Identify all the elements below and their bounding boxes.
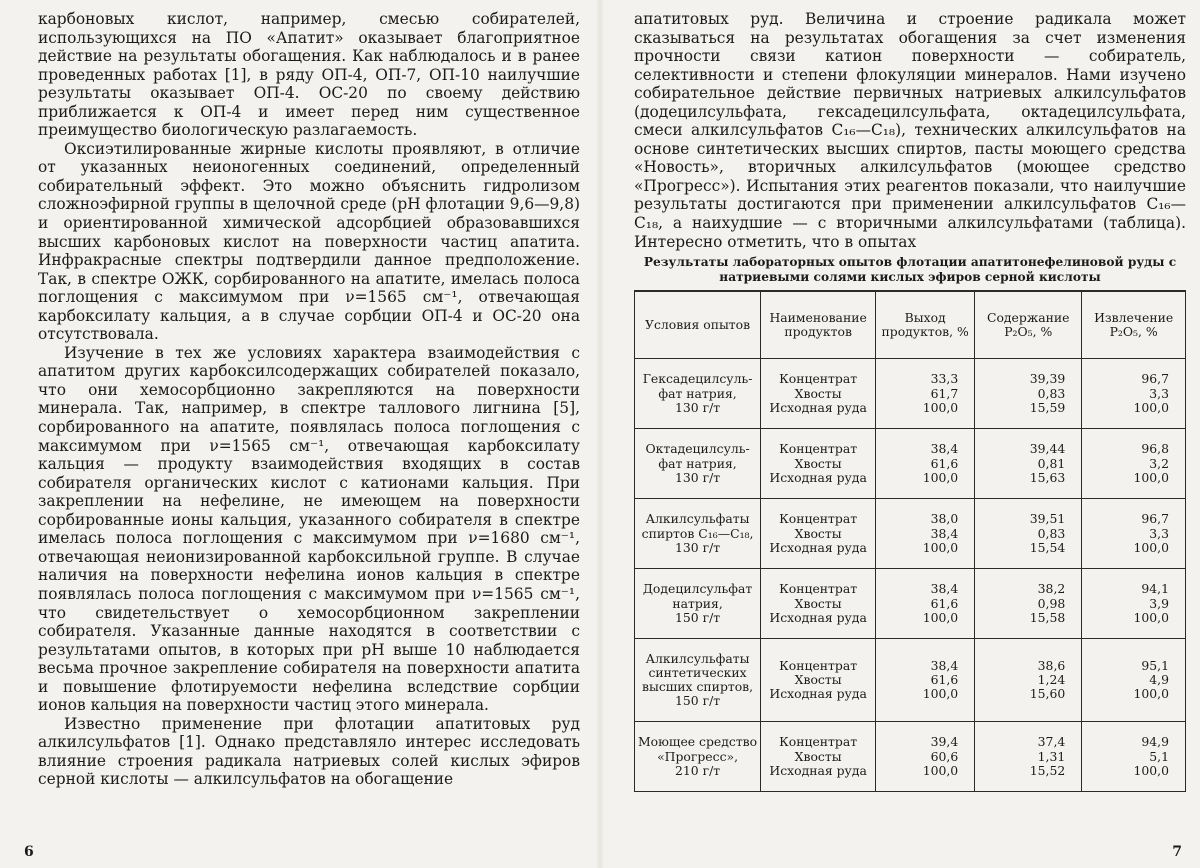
cell-line: Концентрат [779,734,858,750]
page-number-left: 6 [24,844,34,860]
cell-line: Моющее средство [638,734,758,750]
cell-line: Исходная руда [769,539,867,555]
cell-line: 96,7 [1141,511,1169,527]
cell-line: 15,54 [1029,539,1066,555]
cell-line: 1,24 [1037,672,1066,687]
cell-conditions [635,569,761,639]
cell-conditions [635,359,761,429]
cell-recovery [1082,722,1186,792]
cell-line: Хвосты [794,748,842,764]
cell-line: 3,3 [1149,525,1169,541]
left-page-text [38,10,580,789]
cell-recovery [1082,359,1186,429]
table-row [635,429,1186,499]
cell-line: «Прогресс», [657,748,739,764]
cell-line: 3,9 [1149,595,1169,611]
cell-line: 100,0 [922,399,959,415]
cell-line: 39,39 [1029,371,1066,387]
cell-content [975,569,1082,639]
cell-line: 100,0 [1133,399,1169,415]
cell-line: 130 г/т [675,539,721,555]
cell-line: 38,4 [930,581,959,597]
cell-products [761,429,876,499]
paragraph: Оксиэтилированные жирные кислоты проявляют, в отличие от указанных неионогенных соединений, определенный собирательный эффект. Это можно объяснить гидролизом сложноэфирной группы в щелочной среде (рН флотации 9,6—9,8) и ориентированной химической адсорбцией образовавшихся высших карбоновых кислот на поверхности частиц апатита. Инфракрасные спектры подтвердили данное предположение. Так, в спектре ОЖК, сорбированного на апатите, имелась полоса поглощения с максимумом при ν=1565 см⁻¹, отвечающая карбоксилату кальция, а в случае сорбции ОП-4 и ОС-20 она отсутствовала. [38,139,580,344]
cell-line: фат натрия, [658,385,737,401]
cell-line: 38,2 [1037,581,1066,597]
cell-conditions [635,499,761,569]
cell-line: 39,4 [930,734,959,750]
cell-line: Алкилсульфаты [645,511,750,527]
right-page-text [634,10,1186,251]
cell-line: 4,9 [1149,672,1169,687]
header-conditions: Условия опытов [635,291,761,359]
header-recovery: Извлечение P₂O₅, % [1082,291,1186,359]
cell-line: 150 г/т [675,609,721,625]
cell-line: 95,1 [1141,657,1169,673]
cell-line: 100,0 [922,609,959,625]
cell-line: 100,0 [1133,686,1169,702]
cell-line: Концентрат [779,511,858,527]
cell-line: Концентрат [779,657,858,673]
table-row [635,569,1186,639]
cell-line: 0,83 [1037,525,1066,541]
cell-line: 96,8 [1141,441,1169,457]
cell-line: Хвосты [794,455,842,471]
header-content: Содержание P₂O₅, % [975,291,1082,359]
cell-content [975,499,1082,569]
cell-yield [876,569,975,639]
cell-line: Додецилсульфат [642,581,753,597]
cell-line: 100,0 [922,469,959,485]
cell-line: фат натрия, [658,455,737,471]
cell-line: 38,0 [930,511,959,527]
cell-products [761,569,876,639]
cell-line: спиртов C₁₆—C₁₈, [641,525,754,541]
cell-line: 37,4 [1037,734,1066,750]
cell-recovery [1082,429,1186,499]
cell-line: 60,6 [930,748,959,764]
cell-line: Исходная руда [769,399,867,415]
paragraph: Известно применение при флотации апатитовых руд алкилсульфатов [1]. Однако представляло интерес исследовать влияние строения радикала натриевых солей кислых эфиров серной кислоты — алкилсульфатов на обогащение [38,714,580,789]
cell-products [761,722,876,792]
cell-content [975,722,1082,792]
cell-yield [876,722,975,792]
cell-content [975,359,1082,429]
header-products: Наименование продуктов [761,291,876,359]
cell-line: 15,58 [1029,609,1066,625]
cell-line: Хвосты [794,672,842,687]
cell-line: 0,98 [1037,595,1066,611]
header-yield: Выход продуктов, % [876,291,975,359]
cell-line: 96,7 [1141,371,1169,387]
cell-recovery [1082,639,1186,722]
cell-products [761,639,876,722]
cell-line: 0,83 [1037,385,1066,401]
table-row [635,639,1186,722]
cell-line: 100,0 [922,762,959,778]
cell-recovery [1082,499,1186,569]
cell-line: 38,4 [930,657,959,673]
cell-line: 100,0 [1133,539,1169,555]
cell-line: 39,44 [1029,441,1066,457]
cell-line: Алкилсульфаты [645,650,750,666]
cell-line: 38,4 [930,441,959,457]
cell-line: Исходная руда [769,609,867,625]
cell-line: 61,7 [930,385,959,401]
cell-line: 100,0 [1133,469,1169,485]
cell-yield [876,499,975,569]
cell-line: 33,3 [930,371,959,387]
table-header-row [635,291,1186,359]
paragraph: карбоновых кислот, например, смесью собирателей, использующихся на ПО «Апатит» оказывает благоприятное действие на результаты обогащения. Как наблюдалось и в ранее проведенных работах [1], в ряду ОП-4, ОП-7, ОП-10 наилучшие результаты оказывает ОП-4. ОС-20 по своему действию приближается к ОП-4 и имеет перед ним существенное преимущество биологическую разлагаемость. [38,10,580,140]
cell-line: синтетических [648,664,747,680]
cell-line: 130 г/т [675,469,721,485]
cell-line: 15,60 [1029,686,1066,702]
cell-line: 61,6 [930,672,959,687]
paragraph: апатитовых руд. Величина и строение радикала может сказываться на результатах обогащения за счет изменения прочности связи катион поверхности — собиратель, селективности и степени флокуляции минералов. Нами изучено собирательное действие первичных натриевых алкилсульфатов (додецилсульфата, гексадецилсульфата, октадецилсульфата, смеси алкилсульфатов C₁₆—C₁₈), технических алкилсульфатов на основе синтетических высших спиртов, пасты моющего средства «Новость», вторичных алкилсульфатов (моющее средство «Прогресс»). Испытания этих реагентов показали, что наилучшие результаты достигаются при применении алкилсульфатов C₁₆—C₁₈, а наихудшие — с вторичными алкилсульфатами (таблица). Интересно отметить, что в опытах [634,10,1186,251]
paragraph: Изучение в тех же условиях характера взаимодействия с апатитом других карбоксилсодержащих собирателей показало, что они хемосорбционно закрепляются на поверхности минерала. Так, например, в спектре таллового лигнина [5], сорбированного на апатите, появлялась полоса поглощения с максимумом при ν=1565 см⁻¹, отвечающая карбоксилату кальция — продукту взаимодействия входящих в состав собирателя органических кислот с катионами кальция. При закреплении на нефелине, не имеющем на поверхности сорбированные ионы кальция, указанного собирателя в спектре имелась полоса поглощения с максимумом при ν=1680 см⁻¹, отвечающая неионизированной карбоксильной группе. В случае наличия на поверхности нефелина ионов кальция в спектре появлялась полоса поглощения с максимумом при ν=1565 см⁻¹, что свидетельствует о хемосорбционном закреплении собирателя. Указанные данные находятся в соответствии с результатами опытов, в которых при рН выше 10 наблюдается весьма прочное закрепление собирателя на поверхности апатита и повышение флотируемости нефелина вследствие сорбции ионов кальция на поверхности частиц этого минерала. [38,343,580,715]
cell-line: 100,0 [922,539,959,555]
cell-line: 0,81 [1037,455,1066,471]
cell-line: Исходная руда [769,469,867,485]
cell-line: 3,2 [1149,455,1169,471]
cell-line: Хвосты [794,525,842,541]
cell-line: Исходная руда [769,686,867,702]
cell-line: 15,59 [1029,399,1066,415]
cell-line: 100,0 [1133,609,1169,625]
cell-line: 210 г/т [675,762,721,778]
cell-recovery [1082,569,1186,639]
cell-yield [876,639,975,722]
cell-line: Октадецилсуль- [645,441,750,457]
cell-line: 61,6 [930,595,959,611]
cell-line: Хвосты [794,595,842,611]
cell-line: 15,52 [1029,762,1066,778]
table-row [635,499,1186,569]
cell-conditions [635,722,761,792]
cell-line: 38,4 [930,525,959,541]
cell-products [761,499,876,569]
cell-content [975,639,1082,722]
cell-products [761,359,876,429]
cell-yield [876,359,975,429]
results-table [634,290,1186,792]
cell-line: 61,6 [930,455,959,471]
cell-line: 5,1 [1149,748,1169,764]
cell-line: Гексадецилсуль- [642,371,753,387]
cell-line: натрия, [672,595,723,611]
cell-line: 38,6 [1037,657,1066,673]
cell-line: 3,3 [1149,385,1169,401]
table-caption: Результаты лабораторных опытов флотации апатитонефелиновой руды с натриевыми солями кислых эфиров серной кислоты [643,255,1177,284]
page-number-right: 7 [1172,844,1182,860]
cell-line: 15,63 [1029,469,1066,485]
cell-yield [876,429,975,499]
cell-line: 130 г/т [675,399,721,415]
cell-content [975,429,1082,499]
right-page [600,0,1200,868]
cell-line: 39,51 [1029,511,1066,527]
cell-line: высших спиртов, [642,679,754,695]
table-row [635,359,1186,429]
cell-line: Концентрат [779,371,858,387]
cell-line: 94,9 [1141,734,1169,750]
cell-line: Хвосты [794,385,842,401]
cell-line: 94,1 [1141,581,1169,597]
cell-conditions [635,429,761,499]
cell-conditions [635,639,761,722]
cell-line: 100,0 [1133,762,1169,778]
cell-line: Исходная руда [769,762,867,778]
cell-line: 100,0 [922,686,959,702]
table-body [635,359,1186,792]
cell-line: Концентрат [779,441,858,457]
table-row [635,722,1186,792]
cell-line: Концентрат [779,581,858,597]
cell-line: 150 г/т [675,693,721,709]
cell-line: 1,31 [1037,748,1066,764]
